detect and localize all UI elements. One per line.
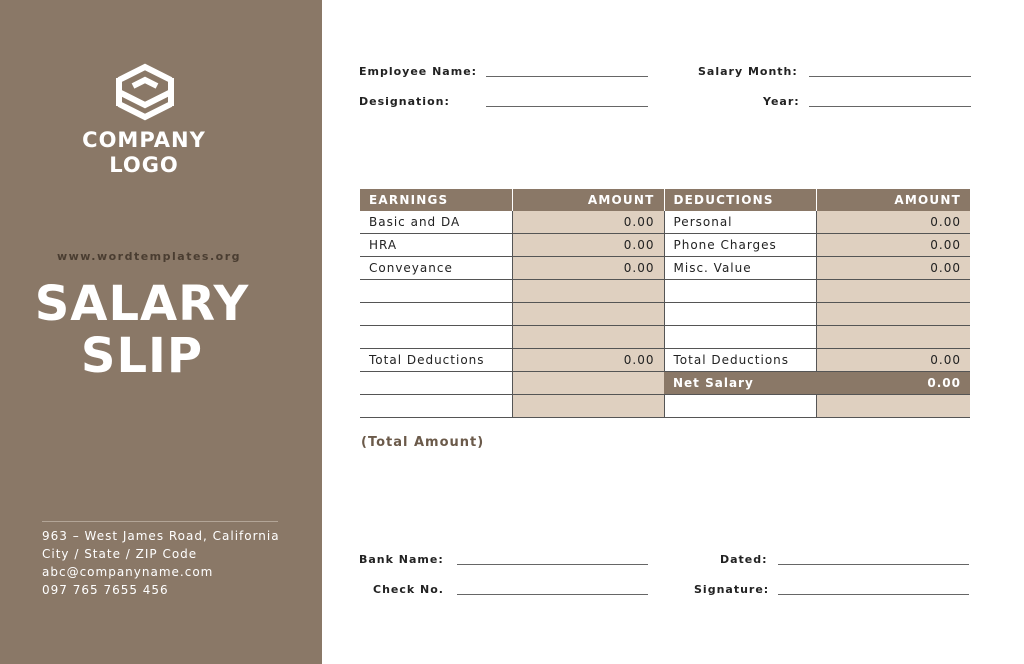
address-email[interactable]: abc@companyname.com	[42, 565, 214, 579]
designation-field[interactable]	[486, 106, 648, 107]
totals-row	[360, 349, 970, 372]
earning-amount[interactable]	[512, 326, 664, 349]
address-line-1: 963 – West James Road, California	[42, 529, 280, 543]
deduction-amount[interactable]	[816, 280, 970, 303]
earnings-header: EARNINGS	[360, 189, 512, 211]
deduction-item[interactable]	[664, 326, 816, 349]
website-link[interactable]: www.wordtemplates.org	[56, 250, 242, 263]
table-row	[360, 326, 970, 349]
address-divider	[42, 521, 278, 522]
address-line-2: City / State / ZIP Code	[42, 547, 198, 561]
table-row	[360, 257, 970, 280]
earning-item: Basic and DA	[360, 211, 512, 234]
deduction-item[interactable]	[664, 395, 816, 418]
bank-name-label: Bank Name:	[359, 553, 444, 566]
deduction-amount[interactable]	[816, 395, 970, 418]
deduction-amount[interactable]	[816, 326, 970, 349]
earning-item[interactable]	[360, 395, 512, 418]
logo-line-2: LOGO	[109, 153, 179, 177]
total-earnings-label: Total Deductions	[360, 349, 512, 372]
title-line-2: SLIP	[80, 328, 204, 384]
page-title	[0, 278, 284, 382]
earning-amount[interactable]	[512, 303, 664, 326]
deduction-amount[interactable]	[816, 303, 970, 326]
earning-amount[interactable]: 0.00	[512, 211, 664, 234]
salary-table	[360, 189, 970, 418]
deduction-amount[interactable]: 0.00	[816, 211, 970, 234]
earning-item[interactable]	[360, 280, 512, 303]
table-row	[360, 234, 970, 257]
address-phone: 097 765 7655 456	[42, 583, 169, 597]
earning-item[interactable]	[360, 372, 512, 395]
year-field[interactable]	[809, 106, 971, 107]
deductions-amount-header: AMOUNT	[816, 189, 970, 211]
earning-item[interactable]	[360, 303, 512, 326]
signature-field[interactable]	[778, 594, 969, 595]
earning-amount[interactable]	[512, 395, 664, 418]
net-salary-label: Net Salary	[664, 372, 816, 395]
check-no-field[interactable]	[457, 594, 648, 595]
employee-name-label: Employee Name:	[359, 65, 478, 78]
total-earnings-amount: 0.00	[512, 349, 664, 372]
table-row	[360, 280, 970, 303]
title-line-1: SALARY	[34, 276, 250, 332]
net-salary-row	[360, 372, 970, 395]
deduction-item: Phone Charges	[664, 234, 816, 257]
deduction-item[interactable]	[664, 303, 816, 326]
deduction-item: Personal	[664, 211, 816, 234]
table-row	[360, 211, 970, 234]
designation-label: Designation:	[359, 95, 450, 108]
earning-amount[interactable]: 0.00	[512, 257, 664, 280]
check-no-label: Check No.	[373, 583, 444, 596]
total-deductions-amount: 0.00	[816, 349, 970, 372]
table-header-row	[360, 189, 970, 211]
company-address	[42, 527, 280, 599]
deduction-item[interactable]	[664, 280, 816, 303]
deduction-amount[interactable]: 0.00	[816, 257, 970, 280]
deduction-item: Misc. Value	[664, 257, 816, 280]
earning-item[interactable]	[360, 326, 512, 349]
earning-amount[interactable]	[512, 280, 664, 303]
table-row	[360, 303, 970, 326]
deductions-header: DEDUCTIONS	[664, 189, 816, 211]
year-label: Year:	[763, 95, 800, 108]
employee-name-field[interactable]	[486, 76, 648, 77]
bank-name-field[interactable]	[457, 564, 648, 565]
signature-label: Signature:	[694, 583, 770, 596]
dated-label: Dated:	[720, 553, 768, 566]
table-row	[360, 395, 970, 418]
dated-field[interactable]	[778, 564, 969, 565]
net-salary-value: 0.00	[816, 372, 970, 395]
company-logo-text	[0, 128, 288, 178]
logo-line-1: COMPANY	[82, 128, 206, 152]
earnings-amount-header: AMOUNT	[512, 189, 664, 211]
earning-amount[interactable]: 0.00	[512, 234, 664, 257]
salary-month-field[interactable]	[809, 76, 971, 77]
total-amount-label: (Total Amount)	[361, 435, 485, 450]
stacked-layers-logo-icon	[113, 58, 177, 124]
sidebar	[0, 0, 322, 664]
salary-month-label: Salary Month:	[698, 65, 798, 78]
earning-item: Conveyance	[360, 257, 512, 280]
earning-item: HRA	[360, 234, 512, 257]
earning-amount[interactable]	[512, 372, 664, 395]
total-deductions-label: Total Deductions	[664, 349, 816, 372]
deduction-amount[interactable]: 0.00	[816, 234, 970, 257]
